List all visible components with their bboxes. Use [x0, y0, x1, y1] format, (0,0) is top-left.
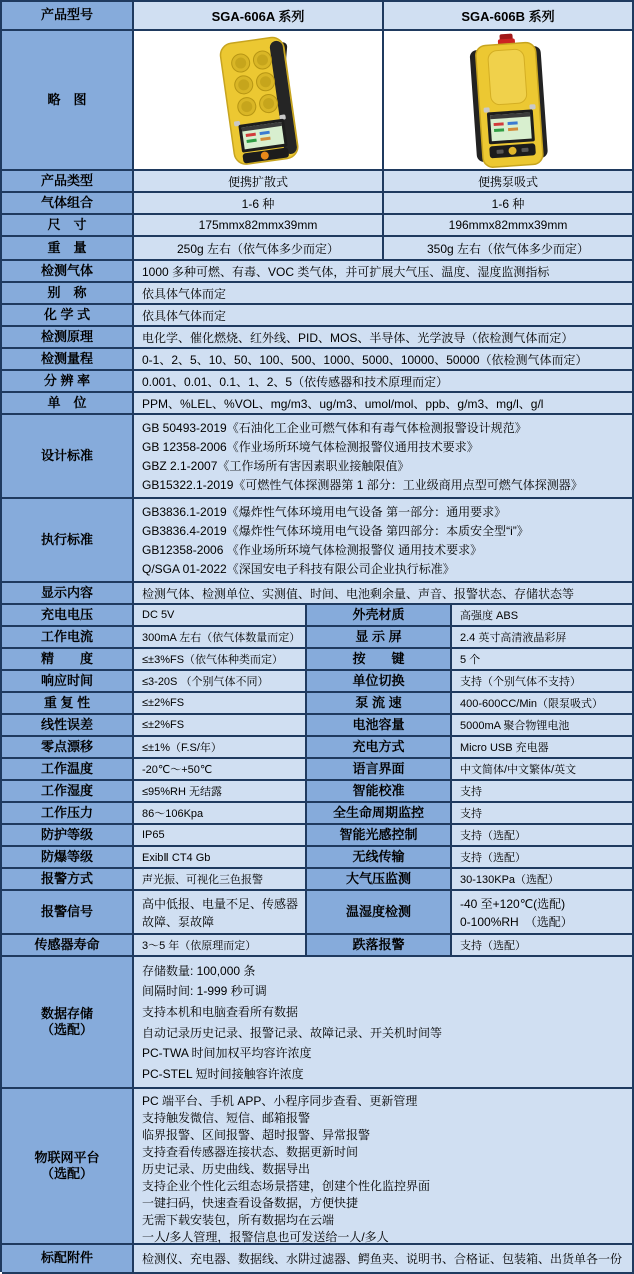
row-ip-lightsense [2, 825, 634, 847]
standard-line: GB 12358-2006《作业场所环境气体检测报警仪通用技术要求》 [142, 440, 479, 454]
row-value: 依具体气体而定 [134, 305, 634, 327]
row-value-1: 声光振、可视化三色报警 [134, 869, 307, 891]
feature-line: 支持触发微信、短信、邮箱报警 [142, 1111, 311, 1125]
executive-standards-list [134, 499, 634, 583]
row-value-2: 高强度 ABS [452, 605, 634, 627]
row-gas-combination [2, 193, 634, 215]
row-zerodrift-charging [2, 737, 634, 759]
row-label: 工作压力 [2, 803, 134, 825]
label-line: 数据存储 [40, 1005, 93, 1021]
feature-line: 无需下载安装包，所有数据均在云端 [142, 1213, 335, 1227]
row-data-storage [2, 957, 634, 1089]
row-value: 1000 多种可燃、有毒、VOC 类气体，并可扩展大气压、温度、湿度监测指标 [134, 261, 634, 283]
row-label: 传感器寿命 [2, 935, 134, 957]
label-line: （选配） [40, 1022, 93, 1037]
label-line: 物联网平台 [34, 1149, 100, 1165]
standard-line: GB15322.1-2019《可燃性气体探测器第 1 部分：工业级商用点型可燃气体探测器》 [142, 478, 583, 492]
row-label-2: 跌落报警 [307, 935, 452, 957]
design-standards-list [134, 415, 634, 499]
row-units [2, 393, 634, 415]
value-a: 250g 左右（依气体多少而定） [134, 237, 384, 261]
pump-detector-illustration [385, 32, 631, 168]
standard-line: GB 50493-2019《石油化工企业可燃气体和有毒气体检测报警设计规范》 [142, 421, 527, 435]
row-value-2: 支持（选配） [452, 847, 634, 869]
feature-line: 历史记录、历史曲线、数据导出 [142, 1162, 311, 1176]
row-label: 防爆等级 [2, 847, 134, 869]
row-value-1: ≤±1%（F.S/年） [134, 737, 307, 759]
row-label: 充电电压 [2, 605, 134, 627]
row-label: 别 称 [2, 283, 134, 305]
value-a: 便携扩散式 [134, 171, 384, 193]
feature-line: 临界报警、区间报警、超时报警、异常报警 [142, 1128, 371, 1142]
feature-line: 支持本机和电脑查看所有数据 [142, 1005, 299, 1020]
row-response-unitswitch [2, 671, 634, 693]
row-detected-gases [2, 261, 634, 283]
row-label: 标配附件 [2, 1245, 134, 1274]
feature-line: 存储数量: 100,000 条 [142, 963, 256, 978]
alarm-signal-value [134, 891, 307, 935]
row-repeatability-pumpflow [2, 693, 634, 715]
row-value-1: ExibⅡ CT4 Gb [134, 847, 307, 869]
row-value-2: 支持 [452, 781, 634, 803]
row-pressure-lifecycle [2, 803, 634, 825]
device-image-sga606a [134, 31, 384, 171]
row-label: 显示内容 [2, 583, 134, 605]
header-row [2, 2, 634, 31]
value-b: 196mmx82mmx39mm [384, 215, 634, 237]
diffusion-detector-illustration [135, 32, 381, 168]
row-alarmmode-barometric [2, 869, 634, 891]
row-label: 化 学 式 [2, 305, 134, 327]
feature-line: PC-STEL 短时间接触容许浓度 [142, 1067, 304, 1082]
row-iot-platform [2, 1089, 634, 1245]
row-value-1: ≤±2%FS [134, 715, 307, 737]
row-value-1: 86～106Kpa [134, 803, 307, 825]
row-value-1: 300mA 左右（依气体数量而定） [134, 627, 307, 649]
standard-line: Q/SGA 01-2022《深国安电子科技有限公司企业执行标准》 [142, 562, 455, 576]
row-display-content [2, 583, 634, 605]
row-value: 0.001、0.01、0.1、1、2、5（依传感器和技术原理而定） [134, 371, 634, 393]
row-label-2: 充电方式 [307, 737, 452, 759]
row-alarmsignal-temphumidity [2, 891, 634, 935]
header-series-a: SGA-606A 系列 [134, 2, 384, 31]
row-humidity-calibration [2, 781, 634, 803]
row-label: 重 量 [2, 237, 134, 261]
data-storage-list [134, 957, 634, 1089]
value-line: 故障、泵故障 [142, 914, 215, 929]
value-a: 175mmx82mmx39mm [134, 215, 384, 237]
row-accessories [2, 1245, 634, 1274]
row-label: 检测气体 [2, 261, 134, 283]
row-label-2: 智能光感控制 [307, 825, 452, 847]
row-value-2: 30-130KPa（选配） [452, 869, 634, 891]
label-line: （选配） [40, 1166, 93, 1181]
row-current-screen [2, 627, 634, 649]
row-label-2: 单位切换 [307, 671, 452, 693]
header-series-b: SGA-606B 系列 [384, 2, 634, 31]
row-label: 检测原理 [2, 327, 134, 349]
feature-line: 自动记录历史记录、报警记录、故障记录、开关机时间等 [142, 1025, 443, 1040]
row-detection-principle [2, 327, 634, 349]
row-label-2: 语言界面 [307, 759, 452, 781]
row-label-2: 温湿度检测 [307, 891, 452, 935]
row-value-2: 支持（选配） [452, 825, 634, 847]
row-value-2: 2.4 英寸高清液晶彩屏 [452, 627, 634, 649]
row-value: 检测仪、充电器、数据线、水阱过滤器、鳄鱼夹、说明书、合格证、包装箱、出货单各一份 [134, 1245, 634, 1274]
row-label: 线性误差 [2, 715, 134, 737]
row-label: 分 辨 率 [2, 371, 134, 393]
row-value-2: 支持 [452, 803, 634, 825]
row-sensorlife-dropalarm [2, 935, 634, 957]
row-dimensions [2, 215, 634, 237]
raised-panel [488, 49, 528, 105]
row-value-2: 支持（个别气体不支持） [452, 671, 634, 693]
row-value-2: Micro USB 充电器 [452, 737, 634, 759]
value-b: 1-6 种 [384, 193, 634, 215]
row-value-1: IP65 [134, 825, 307, 847]
feature-line: 支持查看传感器连接状态、数据更新时间 [142, 1145, 359, 1159]
row-value-1: ≤3-20S （个别气体不同） [134, 671, 307, 693]
row-value-2: 5 个 [452, 649, 634, 671]
temp-humidity-value [452, 891, 634, 935]
row-label: 单 位 [2, 393, 134, 415]
feature-line: 间隔时间: 1-999 秒可调 [142, 984, 267, 999]
row-label-2: 智能校准 [307, 781, 452, 803]
sketch-row [2, 31, 634, 171]
row-temp-language [2, 759, 634, 781]
row-executive-standards [2, 499, 634, 583]
row-label: 尺 寸 [2, 215, 134, 237]
feature-line: 一键扫码，快速查看设备数据，方便快捷 [142, 1196, 359, 1210]
row-value: 电化学、催化燃烧、红外线、PID、MOS、半导体、光学波导（依检测气体而定） [134, 327, 634, 349]
row-label: 气体组合 [2, 193, 134, 215]
row-label: 设计标准 [2, 415, 134, 499]
iot-feature-list [134, 1089, 634, 1245]
row-value-1: 3～5 年（依原理而定） [134, 935, 307, 957]
value-a: 1-6 种 [134, 193, 384, 215]
row-label: 工作电流 [2, 627, 134, 649]
feature-line: 一人/多人管理，报警信息也可发送给一人/多人 [142, 1230, 389, 1244]
row-label-2: 全生命周期监控 [307, 803, 452, 825]
row-value: 依具体气体而定 [134, 283, 634, 305]
row-label-2: 按 键 [307, 649, 452, 671]
row-linearity-battery [2, 715, 634, 737]
feature-line: PC 端平台、手机 APP、小程序同步查看、更新管理 [142, 1094, 418, 1108]
row-value-1: ≤±3%FS（依气体种类而定） [134, 649, 307, 671]
row-value-2: 400-600CC/Min（限泵吸式） [452, 693, 634, 715]
row-label-2: 无线传输 [307, 847, 452, 869]
row-value: 检测气体、检测单位、实测值、时间、电池剩余量、声音、报警状态、存储状态等 [134, 583, 634, 605]
row-label: 执行标准 [2, 499, 134, 583]
standard-line: GB3836.1-2019《爆炸性气体环境用电气设备 第一部分：通用要求》 [142, 505, 507, 519]
row-value-1: ≤95%RH 无结露 [134, 781, 307, 803]
standard-line: GB12358-2006 《作业场所环境气体检测报警仪 通用技术要求》 [142, 543, 483, 557]
row-value-1: -20℃～+50℃ [134, 759, 307, 781]
row-label: 精 度 [2, 649, 134, 671]
row-label-2: 大气压监测 [307, 869, 452, 891]
row-label: 工作温度 [2, 759, 134, 781]
row-value-1: DC 5V [134, 605, 307, 627]
row-label-2: 外壳材质 [307, 605, 452, 627]
row-label: 响应时间 [2, 671, 134, 693]
sketch-label: 略 图 [2, 31, 134, 171]
value-line: 高中低报、电量不足、传感器 [142, 896, 299, 911]
row-label: 防护等级 [2, 825, 134, 847]
row-detection-range [2, 349, 634, 371]
row-chemical-formula [2, 305, 634, 327]
row-value-2: 支持（选配） [452, 935, 634, 957]
feature-line: PC-TWA 时间加权平均容许浓度 [142, 1046, 312, 1061]
value-b: 便携泵吸式 [384, 171, 634, 193]
row-alias [2, 283, 634, 305]
row-value-2: 中文简体/中文繁体/英文 [452, 759, 634, 781]
row-resolution [2, 371, 634, 393]
row-label-2: 电池容量 [307, 715, 452, 737]
row-label-2: 泵 流 速 [307, 693, 452, 715]
row-accuracy-buttons [2, 649, 634, 671]
row-label: 工作湿度 [2, 781, 134, 803]
row-design-standards [2, 415, 634, 499]
standard-line: GB3836.4-2019《爆炸性气体环境用电气设备 第四部分：本质安全型“i”》 [142, 524, 529, 538]
feature-line: 支持企业个性化云组态场景搭建，创建个性化监控界面 [142, 1179, 431, 1193]
value-line: 0-100%RH （选配） [460, 914, 573, 929]
row-charge-voltage-shell [2, 605, 634, 627]
row-weight [2, 237, 634, 261]
header-product-model-label: 产品型号 [2, 2, 134, 31]
row-value-2: 5000mA 聚合物锂电池 [452, 715, 634, 737]
row-label: 零点漂移 [2, 737, 134, 759]
row-value: PPM、%LEL、%VOL、mg/m3、ug/m3、umol/mol、ppb、g/m3、mg/l、g/l [134, 393, 634, 415]
row-label [2, 957, 134, 1089]
row-value: 0-1、2、5、10、50、100、500、1000、5000、10000、50000（依检测气体而定） [134, 349, 634, 371]
row-label: 报警信号 [2, 891, 134, 935]
row-label: 产品类型 [2, 171, 134, 193]
device-image-sga606b [384, 31, 634, 171]
row-explosionproof-wireless [2, 847, 634, 869]
row-label: 报警方式 [2, 869, 134, 891]
row-product-type [2, 171, 634, 193]
row-label: 重 复 性 [2, 693, 134, 715]
value-line: -40 至+120℃(选配) [460, 896, 566, 911]
row-value-1: ≤±2%FS [134, 693, 307, 715]
value-b: 350g 左右（依气体多少而定） [384, 237, 634, 261]
row-label: 检测量程 [2, 349, 134, 371]
row-label [2, 1089, 134, 1245]
standard-line: GBZ 2.1-2007《工作场所有害因素职业接触限值》 [142, 459, 410, 473]
row-label-2: 显 示 屏 [307, 627, 452, 649]
